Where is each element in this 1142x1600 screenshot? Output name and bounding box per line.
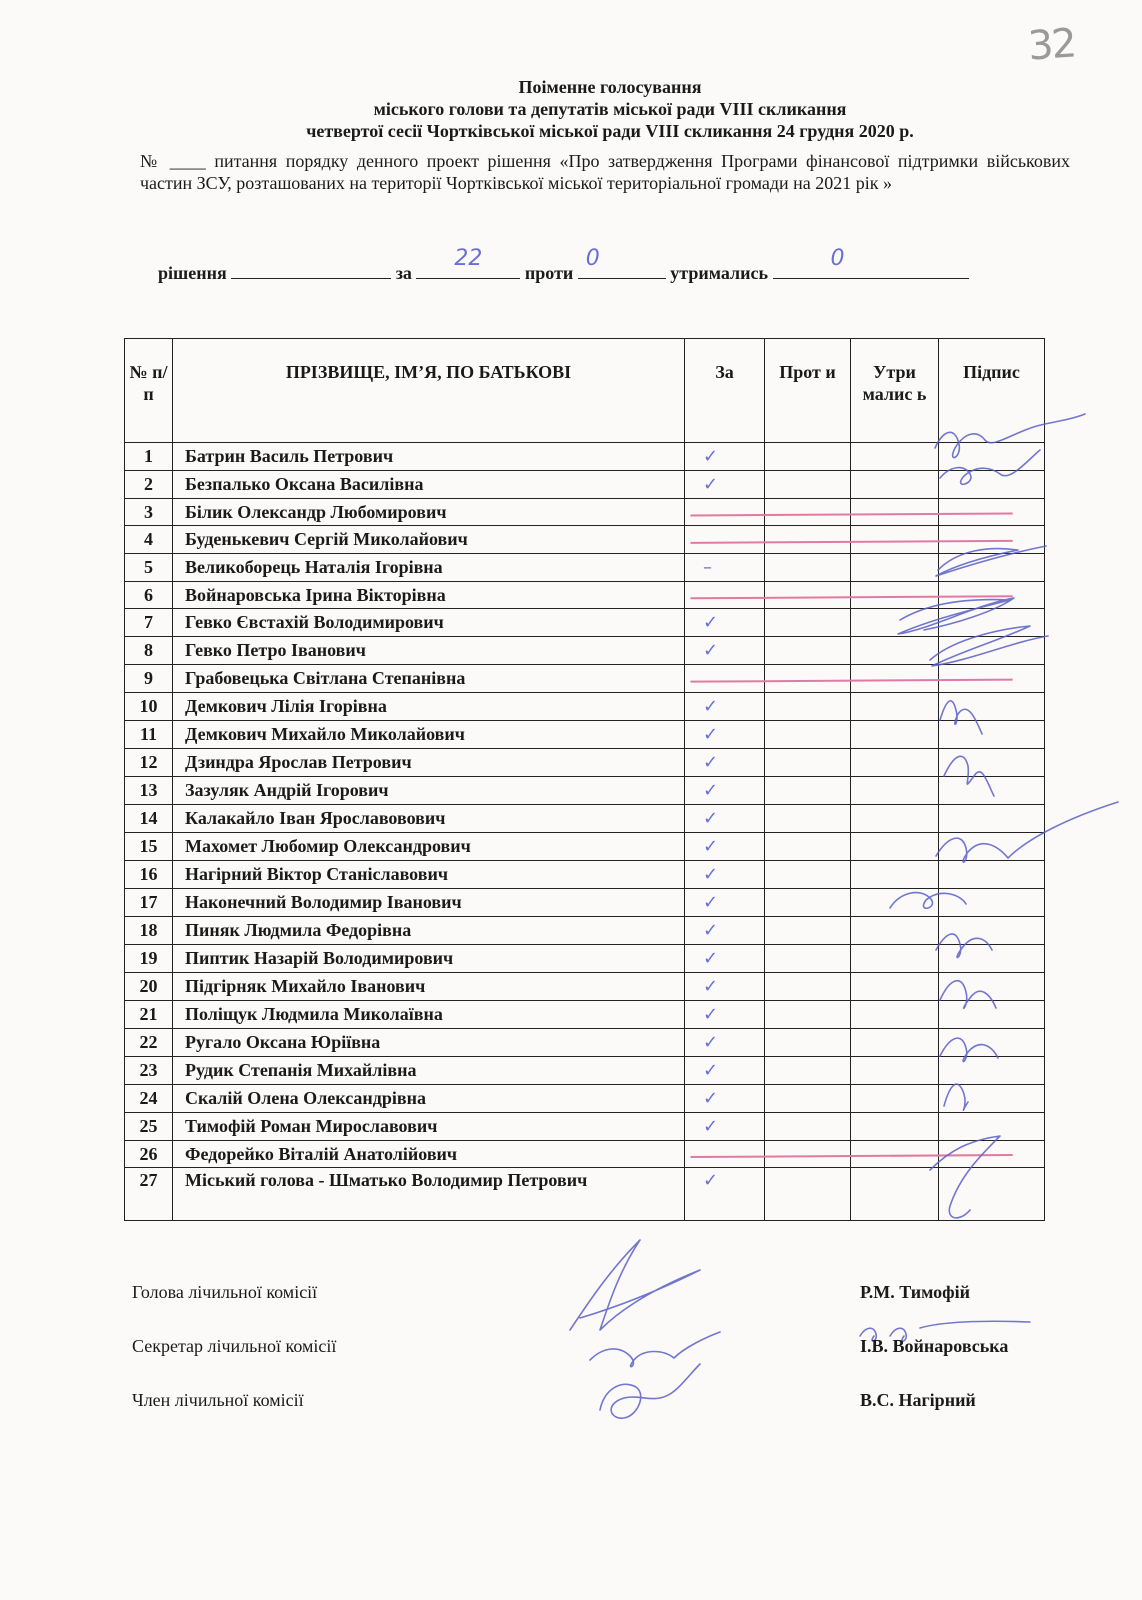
commission-name: В.С. Нагірний [860, 1390, 976, 1410]
title-line-2: міського голови та депутатів міської ради VIII скликання [373, 99, 847, 119]
check-mark-icon: ✓ [703, 919, 719, 941]
header-against: Прот и [765, 339, 851, 443]
check-mark-icon: ✓ [703, 1059, 719, 1081]
header-for: За [685, 339, 765, 443]
deputy-name: Поліщук Людмила Миколаївна [173, 1000, 685, 1028]
for-value-field [416, 246, 520, 279]
row-number: 21 [125, 1000, 173, 1028]
signature-cell [939, 553, 1045, 581]
deputy-name: Демкович Михайло Миколайович [173, 720, 685, 748]
table-row [125, 665, 1045, 692]
vote-against-cell [765, 888, 851, 916]
decision-label: рішення [158, 263, 227, 283]
row-number: 13 [125, 776, 173, 804]
deputy-name: Махомет Любомир Олександрович [173, 832, 685, 860]
commission-role: Секретар лічильної комісії [132, 1336, 337, 1356]
vote-for-cell [685, 1112, 765, 1140]
vote-for-cell [685, 804, 765, 832]
deputy-name: Гевко Євстахій Володимирович [173, 609, 685, 637]
vote-for-cell [685, 499, 765, 526]
vote-abstained-cell [851, 609, 939, 637]
signature-cell [939, 637, 1045, 665]
deputy-name: Рудик Степанія Михайлівна [173, 1056, 685, 1084]
header-full-name: ПРІЗВИЩЕ, ІМ’Я, ПО БАТЬКОВІ [173, 339, 685, 443]
row-number: 1 [125, 443, 173, 471]
signature-cell [939, 776, 1045, 804]
vote-abstained-cell [851, 776, 939, 804]
vote-against-cell [765, 1056, 851, 1084]
check-mark-icon: ✓ [703, 612, 719, 634]
vote-against-cell [765, 804, 851, 832]
dash-mark-icon: – [703, 556, 712, 578]
vote-for-cell [685, 720, 765, 748]
commission-row [132, 1282, 1052, 1308]
vote-abstained-cell [851, 748, 939, 776]
decision-blank [231, 260, 391, 279]
agenda-item-text: № ____ питання порядку денного проект рішення «Про затвердження Програми фінансової підтримки військових частин ЗСУ, розташованих на території Чортківської міської територіальної громади на 2021 рік » [140, 151, 1070, 193]
title-line-1: Поіменне голосування [518, 77, 702, 97]
table-row [125, 1167, 1045, 1220]
vote-abstained-cell [851, 860, 939, 888]
row-number: 9 [125, 665, 173, 692]
header-signature: Підпис [939, 339, 1045, 443]
row-number: 14 [125, 804, 173, 832]
vote-against-cell [765, 972, 851, 1000]
vote-abstained-cell [851, 526, 939, 553]
check-mark-icon: ✓ [703, 1087, 719, 1109]
vote-abstained-cell [851, 888, 939, 916]
check-mark-icon: ✓ [703, 1031, 719, 1053]
commission-role: Член лічильної комісії [132, 1390, 304, 1410]
vote-for-cell [685, 832, 765, 860]
deputy-name: Пиняк Людмила Федорівна [173, 916, 685, 944]
signature-cell [939, 471, 1045, 499]
vote-abstained-cell [851, 471, 939, 499]
commission-row [132, 1336, 1052, 1362]
check-mark-icon: ✓ [703, 751, 719, 773]
vote-for-cell [685, 1056, 765, 1084]
check-mark-icon: ✓ [703, 779, 719, 801]
check-mark-icon: ✓ [703, 947, 719, 969]
deputy-name: Безпалько Оксана Василівна [173, 471, 685, 499]
vote-for-cell [685, 1028, 765, 1056]
check-mark-icon: ✓ [703, 474, 719, 495]
vote-abstained-cell [851, 1112, 939, 1140]
row-number: 12 [125, 748, 173, 776]
signature-cell [939, 1056, 1045, 1084]
vote-against-cell [765, 1084, 851, 1112]
row-number: 25 [125, 1112, 173, 1140]
vote-abstained-cell [851, 1084, 939, 1112]
vote-against-cell [765, 553, 851, 581]
row-number: 6 [125, 581, 173, 608]
table-row [125, 637, 1045, 665]
check-mark-icon: ✓ [703, 1169, 719, 1191]
vote-for-cell [685, 860, 765, 888]
signature-cell [939, 1112, 1045, 1140]
vote-abstained-cell [851, 1028, 939, 1056]
vote-against-cell [765, 609, 851, 637]
deputy-name: Буденькевич Сергій Миколайович [173, 526, 685, 553]
vote-abstained-cell [851, 1140, 939, 1167]
vote-abstained-cell [851, 1167, 939, 1220]
vote-against-cell [765, 916, 851, 944]
table-row [125, 888, 1045, 916]
table-row [125, 443, 1045, 471]
vote-abstained-cell [851, 665, 939, 692]
vote-abstained-cell [851, 916, 939, 944]
vote-abstained-cell [851, 720, 939, 748]
row-number: 3 [125, 499, 173, 526]
document-title [150, 76, 1070, 142]
vote-for-cell [685, 443, 765, 471]
commission-name: Р.М. Тимофій [860, 1282, 971, 1302]
check-mark-icon: ✓ [703, 695, 719, 717]
signature-cell [939, 1000, 1045, 1028]
vote-abstained-cell [851, 692, 939, 720]
vote-against-cell [765, 499, 851, 526]
commission-name: І.В. Войнаровська [860, 1336, 1009, 1356]
deputy-name: Білик Олександр Любомирович [173, 499, 685, 526]
commission-role: Голова лічильної комісії [132, 1282, 318, 1302]
vote-for-cell [685, 581, 765, 608]
table-row [125, 1112, 1045, 1140]
for-label: за [395, 263, 412, 283]
row-number: 18 [125, 916, 173, 944]
deputy-name: Тимофій Роман Мирославович [173, 1112, 685, 1140]
vote-for-cell [685, 748, 765, 776]
deputy-name: Батрин Василь Петрович [173, 443, 685, 471]
vote-against-cell [765, 1112, 851, 1140]
check-mark-icon: ✓ [703, 863, 719, 885]
signature-cell [939, 944, 1045, 972]
vote-for-cell [685, 776, 765, 804]
vote-abstained-cell [851, 1056, 939, 1084]
vote-against-cell [765, 471, 851, 499]
vote-against-cell [765, 665, 851, 692]
row-number: 7 [125, 609, 173, 637]
vote-for-cell [685, 888, 765, 916]
title-line-3: четвертої сесії Чортківської міської ради VIII скликання 24 грудня 2020 р. [306, 121, 914, 141]
deputy-name: Нагірний Віктор Станіславович [173, 860, 685, 888]
row-number: 8 [125, 637, 173, 665]
signature-cell [939, 1084, 1045, 1112]
deputy-name: Підгірняк Михайло Іванович [173, 972, 685, 1000]
abstained-value: 0 [830, 246, 845, 271]
vote-for-cell [685, 526, 765, 553]
vote-abstained-cell [851, 972, 939, 1000]
vote-abstained-cell [851, 443, 939, 471]
row-number: 19 [125, 944, 173, 972]
vote-for-cell [685, 553, 765, 581]
signature-cell [939, 526, 1045, 553]
table-row [125, 776, 1045, 804]
deputy-name: Міський голова - Шматько Володимир Петрович [173, 1167, 685, 1220]
table-row [125, 1084, 1045, 1112]
signature-cell [939, 1140, 1045, 1167]
check-mark-icon: ✓ [703, 835, 719, 857]
check-mark-icon: ✓ [703, 446, 719, 467]
table-row [125, 553, 1045, 581]
table-row [125, 1056, 1045, 1084]
table-row [125, 471, 1045, 499]
vote-for-cell [685, 692, 765, 720]
check-mark-icon: ✓ [703, 1115, 719, 1137]
vote-against-cell [765, 860, 851, 888]
deputy-name: Калакайло Іван Ярославовович [173, 804, 685, 832]
vote-against-cell [765, 832, 851, 860]
deputy-name: Грабовецька Світлана Степанівна [173, 665, 685, 692]
abstained-value-field [773, 246, 969, 279]
row-number: 5 [125, 553, 173, 581]
deputy-name: Дзиндра Ярослав Петрович [173, 748, 685, 776]
vote-abstained-cell [851, 1000, 939, 1028]
row-number: 22 [125, 1028, 173, 1056]
row-number: 27 [125, 1167, 173, 1220]
vote-for-cell [685, 471, 765, 499]
vote-abstained-cell [851, 832, 939, 860]
row-number: 2 [125, 471, 173, 499]
row-number: 15 [125, 832, 173, 860]
vote-against-cell [765, 692, 851, 720]
vote-for-cell [685, 1000, 765, 1028]
row-number: 20 [125, 972, 173, 1000]
vote-abstained-cell [851, 944, 939, 972]
deputy-name: Войнаровська Ірина Вікторівна [173, 581, 685, 608]
signature-cell [939, 1028, 1045, 1056]
against-value-field [578, 246, 666, 279]
table-row [125, 916, 1045, 944]
roll-call-table [124, 338, 1045, 1221]
vote-for-cell [685, 665, 765, 692]
vote-abstained-cell [851, 581, 939, 608]
deputy-name: Пиптик Назарій Володимирович [173, 944, 685, 972]
table-row [125, 692, 1045, 720]
vote-against-cell [765, 526, 851, 553]
table-header-row [125, 339, 1045, 443]
vote-for-cell [685, 609, 765, 637]
table-row [125, 804, 1045, 832]
signature-cell [939, 720, 1045, 748]
table-row [125, 944, 1045, 972]
vote-for-cell [685, 637, 765, 665]
against-value: 0 [585, 246, 600, 271]
vote-against-cell [765, 748, 851, 776]
row-number: 4 [125, 526, 173, 553]
signature-cell [939, 692, 1045, 720]
signature-cell [939, 916, 1045, 944]
table-row [125, 720, 1045, 748]
table-row [125, 860, 1045, 888]
row-number: 26 [125, 1140, 173, 1167]
vote-for-cell [685, 944, 765, 972]
deputy-name: Наконечний Володимир Іванович [173, 888, 685, 916]
deputy-name: Зазуляк Андрій Ігорович [173, 776, 685, 804]
table-row [125, 526, 1045, 553]
row-number: 16 [125, 860, 173, 888]
signature-cell [939, 609, 1045, 637]
table-row [125, 609, 1045, 637]
vote-against-cell [765, 1000, 851, 1028]
signature-cell [939, 443, 1045, 471]
vote-abstained-cell [851, 637, 939, 665]
check-mark-icon: ✓ [703, 807, 719, 829]
deputy-name: Демкович Лілія Ігорівна [173, 692, 685, 720]
vote-against-cell [765, 1167, 851, 1220]
for-value: 22 [454, 246, 483, 271]
check-mark-icon: ✓ [703, 975, 719, 997]
abstained-label: утримались [670, 263, 768, 283]
signature-cell [939, 499, 1045, 526]
row-number: 17 [125, 888, 173, 916]
header-abstained: Утри малис ь [851, 339, 939, 443]
signature-cell [939, 860, 1045, 888]
page-number: 32 [1026, 20, 1077, 70]
check-mark-icon: ✓ [703, 1003, 719, 1025]
header-number: № п/п [125, 339, 173, 443]
vote-against-cell [765, 581, 851, 608]
vote-for-cell [685, 916, 765, 944]
row-number: 11 [125, 720, 173, 748]
vote-for-cell [685, 972, 765, 1000]
signature-cell [939, 581, 1045, 608]
vote-abstained-cell [851, 553, 939, 581]
row-number: 24 [125, 1084, 173, 1112]
decision-summary [158, 246, 1058, 284]
vote-against-cell [765, 1140, 851, 1167]
signature-cell [939, 748, 1045, 776]
row-number: 10 [125, 692, 173, 720]
check-mark-icon: ✓ [703, 723, 719, 745]
table-row [125, 499, 1045, 526]
deputy-name: Ругало Оксана Юріївна [173, 1028, 685, 1056]
check-mark-icon: ✓ [703, 891, 719, 913]
table-row [125, 1140, 1045, 1167]
vote-against-cell [765, 637, 851, 665]
table-row [125, 581, 1045, 608]
table-row [125, 832, 1045, 860]
vote-for-cell [685, 1084, 765, 1112]
commission-row [132, 1390, 1052, 1416]
vote-abstained-cell [851, 499, 939, 526]
signature-cell [939, 832, 1045, 860]
row-number: 23 [125, 1056, 173, 1084]
vote-against-cell [765, 443, 851, 471]
vote-against-cell [765, 776, 851, 804]
deputy-name: Великоборець Наталія Ігорівна [173, 553, 685, 581]
vote-for-cell [685, 1140, 765, 1167]
table-row [125, 1028, 1045, 1056]
signature-cell [939, 665, 1045, 692]
vote-against-cell [765, 1028, 851, 1056]
vote-for-cell [685, 1167, 765, 1220]
table-row [125, 748, 1045, 776]
deputy-name: Скалій Олена Олександрівна [173, 1084, 685, 1112]
signature-cell [939, 888, 1045, 916]
table-row [125, 972, 1045, 1000]
signature-cell [939, 804, 1045, 832]
against-label: проти [524, 263, 574, 283]
signature-cell [939, 1167, 1045, 1220]
vote-abstained-cell [851, 804, 939, 832]
vote-against-cell [765, 944, 851, 972]
table-row [125, 1000, 1045, 1028]
signature-cell [939, 972, 1045, 1000]
deputy-name: Федорейко Віталій Анатолійович [173, 1140, 685, 1167]
vote-against-cell [765, 720, 851, 748]
deputy-name: Гевко Петро Іванович [173, 637, 685, 665]
check-mark-icon: ✓ [703, 640, 719, 662]
